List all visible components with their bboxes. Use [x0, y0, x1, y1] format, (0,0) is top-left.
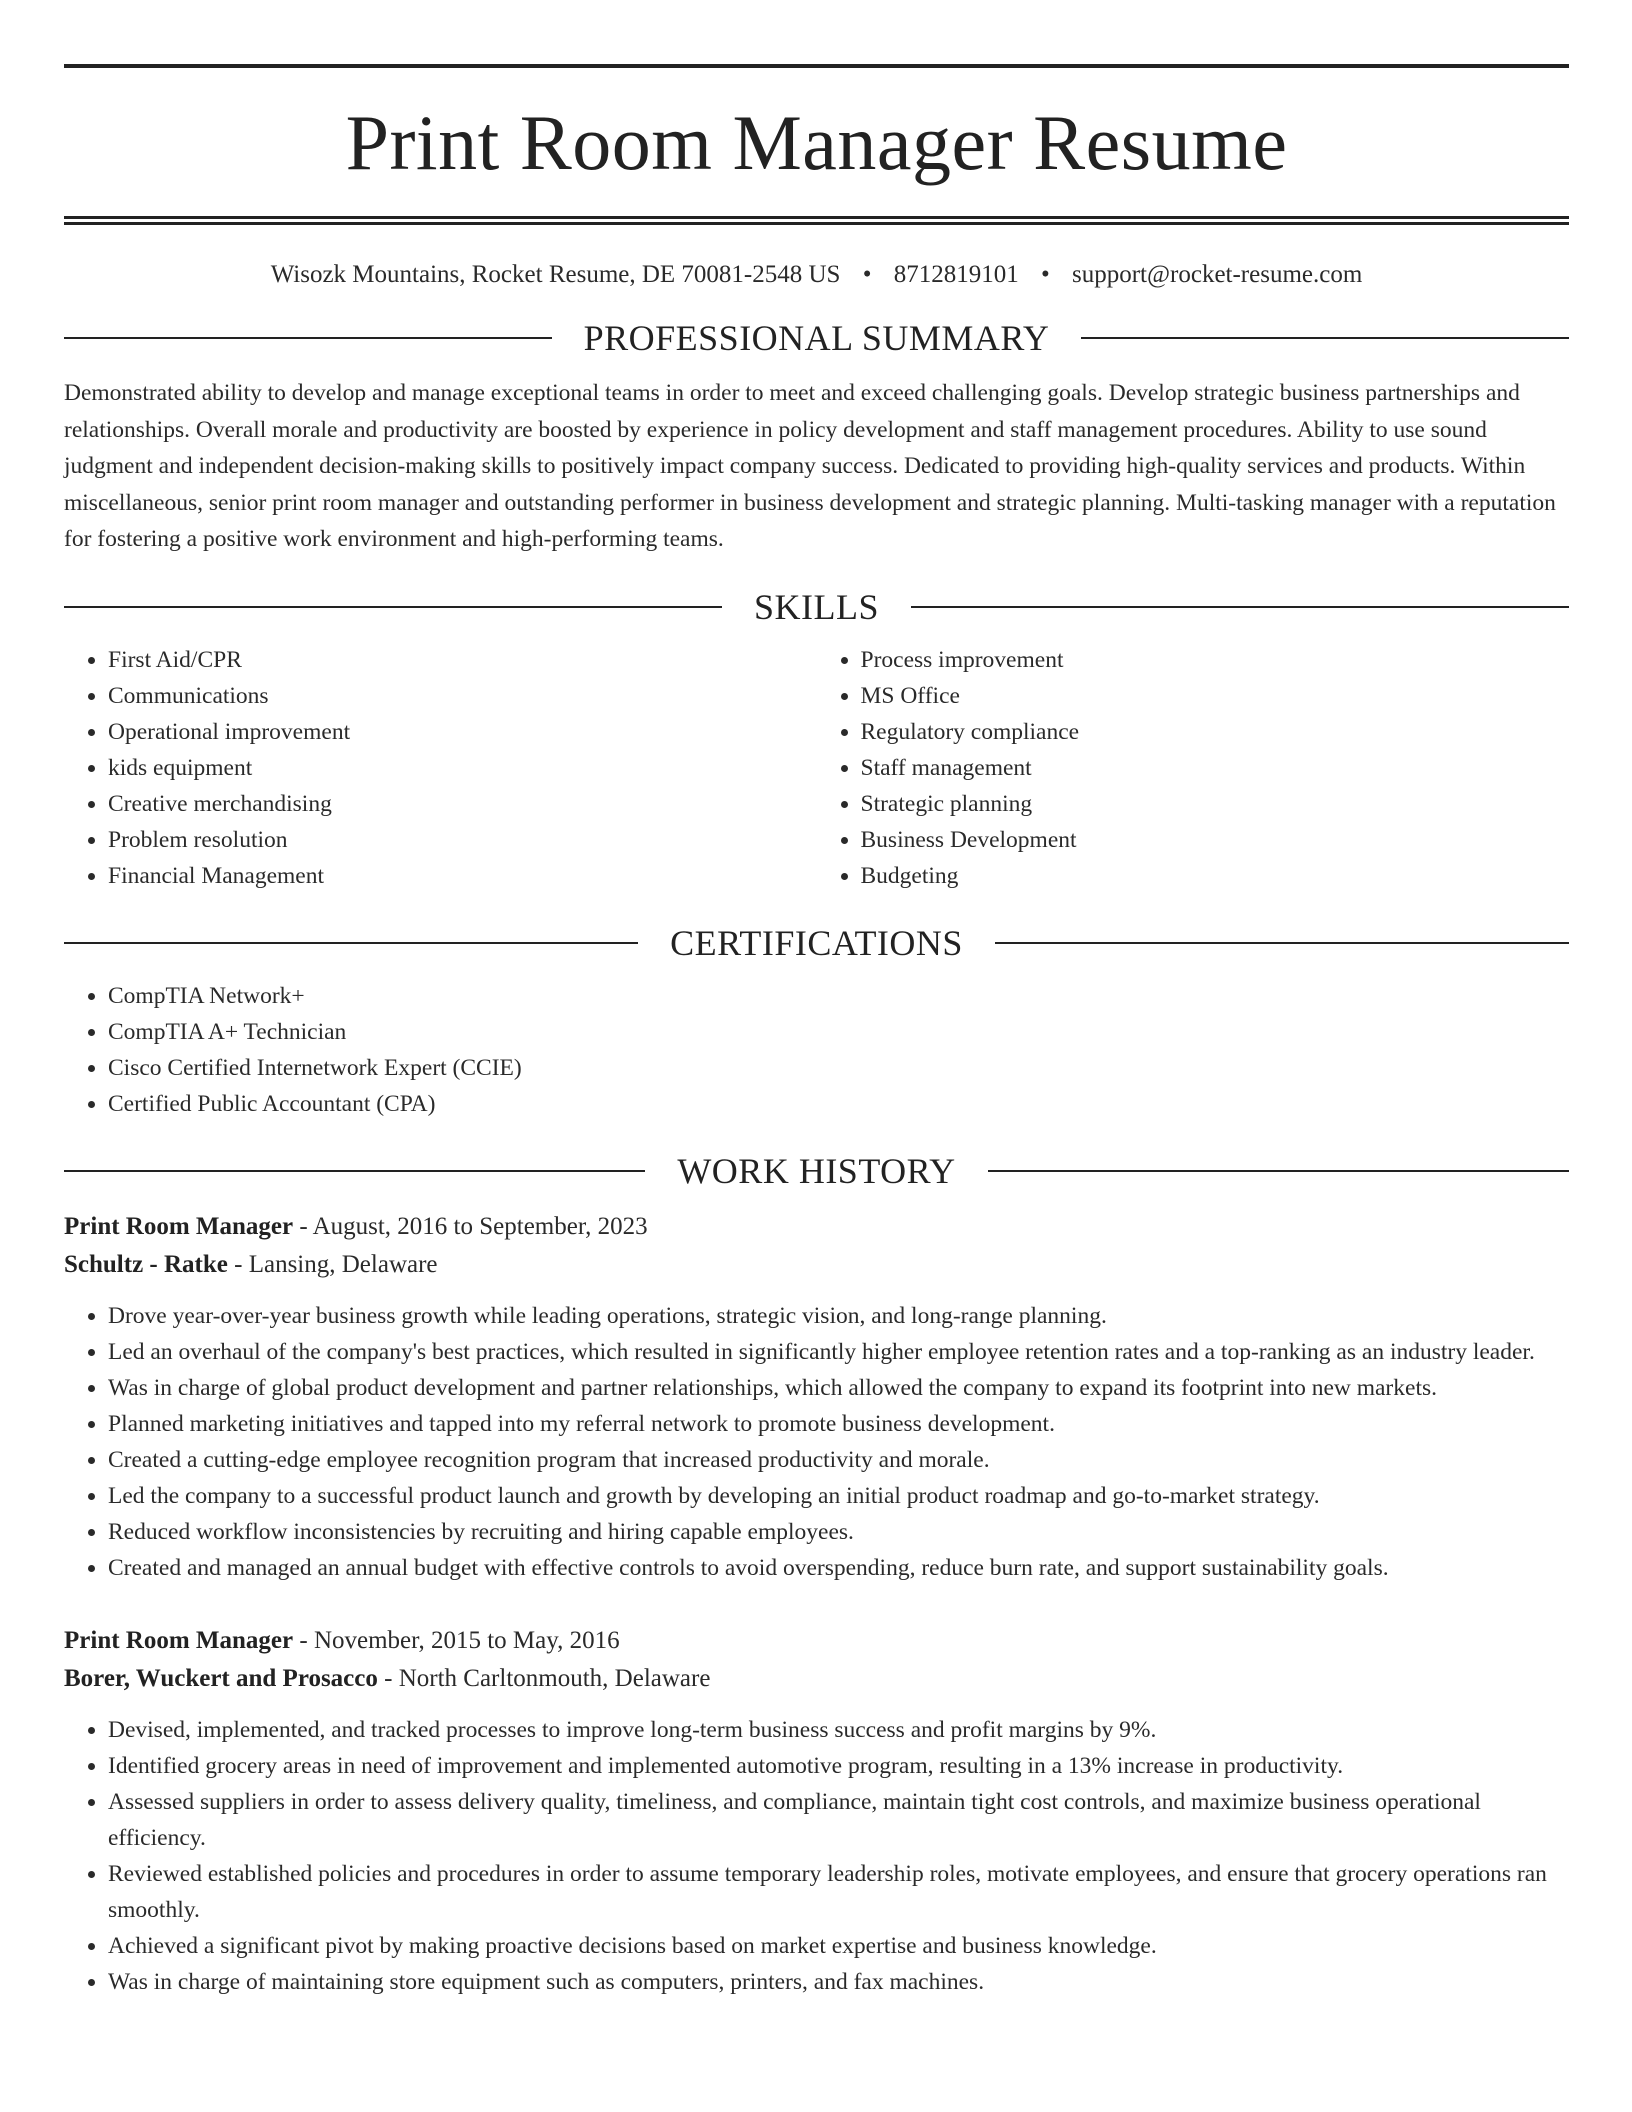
skill-item: • Creative merchandising	[108, 786, 817, 822]
section-title: PROFESSIONAL SUMMARY	[583, 318, 1050, 358]
section-rule	[64, 942, 638, 944]
skill-item: • MS Office	[861, 678, 1570, 714]
job-dates: - November, 2015 to May, 2016	[293, 1626, 620, 1654]
skill-item: • Process improvement	[861, 642, 1570, 678]
skill-item: • Financial Management	[108, 858, 817, 894]
job-title: Print Room Manager	[64, 1212, 294, 1240]
job-bullet: • Reviewed established policies and procedures in order to assume temporary leadership roles, motivate employees, and ensure that grocery operations ran smoothly.	[108, 1856, 1569, 1928]
contact-line	[64, 261, 1569, 289]
resume-page	[64, 64, 1569, 2000]
job-bullets	[64, 1298, 1569, 1586]
skill-item: • Problem resolution	[108, 822, 817, 858]
skills-column-left	[64, 642, 817, 894]
certification-item: • CompTIA A+ Technician	[108, 1014, 1569, 1050]
job-entry	[64, 1208, 1569, 1586]
job-bullet: • Was in charge of maintaining store equipment such as computers, printers, and fax machines.	[108, 1964, 1569, 2000]
section-rule	[911, 606, 1569, 608]
certification-item: • Certified Public Accountant (CPA)	[108, 1086, 1569, 1122]
job-company-line	[64, 1246, 1569, 1284]
section-header-summary	[64, 317, 1569, 359]
job-location: - North Carltonmouth, Delaware	[377, 1664, 711, 1692]
section-header-skills	[64, 586, 1569, 628]
job-entry	[64, 1622, 1569, 2000]
job-company: Schultz - Ratke	[64, 1250, 228, 1278]
section-title: CERTIFICATIONS	[670, 922, 963, 963]
skill-item: • Staff management	[861, 750, 1570, 786]
skills-list	[817, 642, 1570, 894]
resume-title: Print Room Manager Resume	[345, 99, 1288, 186]
certifications-block	[64, 978, 1569, 1122]
section-rule	[995, 942, 1569, 944]
job-company-line	[64, 1660, 1569, 1698]
section-header-certifications	[64, 922, 1569, 964]
section-title: WORK HISTORY	[677, 1150, 956, 1191]
job-bullet: • Drove year-over-year business growth while leading operations, strategic vision, and long-range planning.	[108, 1298, 1569, 1334]
job-bullet: • Led an overhaul of the company's best practices, which resulted in significantly higher employee retention rates and a top-ranking as an industry leader.	[108, 1334, 1569, 1370]
job-bullets	[64, 1712, 1569, 2000]
skill-item: • Operational improvement	[108, 714, 817, 750]
section-rule	[1081, 337, 1569, 339]
skill-item: • Budgeting	[861, 858, 1570, 894]
skill-item: • Regulatory compliance	[861, 714, 1570, 750]
job-dates: - August, 2016 to September, 2023	[293, 1212, 648, 1240]
job-bullet: • Achieved a significant pivot by making proactive decisions based on market expertise and business knowledge.	[108, 1928, 1569, 1964]
certification-item: • Cisco Certified Internetwork Expert (CCIE)	[108, 1050, 1569, 1086]
job-bullet: • Was in charge of global product development and partner relationships, which allowed the company to expand its footprint into new markets.	[108, 1370, 1569, 1406]
job-location: - Lansing, Delaware	[227, 1250, 438, 1278]
contact-email[interactable]: support@rocket-resume.com	[1072, 261, 1363, 288]
job-title: Print Room Manager	[64, 1626, 294, 1654]
section-rule	[64, 337, 552, 339]
title-double-rule	[64, 216, 1569, 225]
skills-columns	[64, 642, 1569, 894]
job-title-line	[64, 1208, 1569, 1246]
job-bullet: • Assessed suppliers in order to assess delivery quality, timeliness, and compliance, maintain tight cost controls, and maximize business operational efficiency.	[108, 1784, 1569, 1856]
contact-phone: 8712819101	[893, 261, 1019, 288]
certifications-list	[64, 978, 1569, 1122]
job-title-line	[64, 1622, 1569, 1660]
summary-paragraph: Demonstrated ability to develop and manage exceptional teams in order to meet and exceed challenging goals. Develop strategic business partnerships and relationships. Overall morale and productivity are boosted by experience in policy development and staff management procedures. Ability to use sound judgment and independent decision-making skills to positively impact company success. Dedicated to providing high-quality services and products. Within miscellaneous, senior print room manager and outstanding performer in business development and strategic planning. Multi-tasking manager with a reputation for fostering a positive work environment and high-performing teams.	[64, 380, 1556, 552]
job-bullet: • Planned marketing initiatives and tapped into my referral network to promote business development.	[108, 1406, 1569, 1442]
certification-item: • CompTIA Network+	[108, 978, 1569, 1014]
contact-address: Wisozk Mountains, Rocket Resume, DE 70081-2548 US	[270, 261, 841, 288]
job-bullet: • Led the company to a successful product launch and growth by developing an initial product roadmap and go-to-market strategy.	[108, 1478, 1569, 1514]
section-header-work-history	[64, 1150, 1569, 1192]
job-bullet: • Reduced workflow inconsistencies by recruiting and hiring capable employees.	[108, 1514, 1569, 1550]
job-bullet: • Created and managed an annual budget with effective controls to avoid overspending, reduce burn rate, and support sustainability goals.	[108, 1550, 1569, 1586]
section-title: SKILLS	[754, 586, 880, 627]
skill-item: • First Aid/CPR	[108, 642, 817, 678]
skill-item: • Communications	[108, 678, 817, 714]
top-rule	[64, 64, 1569, 68]
job-bullet: • Identified grocery areas in need of improvement and implemented automotive program, resulting in a 13% increase in productivity.	[108, 1748, 1569, 1784]
skill-item: • Business Development	[861, 822, 1570, 858]
skill-item: • Strategic planning	[861, 786, 1570, 822]
job-bullet: • Created a cutting-edge employee recognition program that increased productivity and morale.	[108, 1442, 1569, 1478]
section-rule	[64, 606, 722, 608]
contact-separator: •	[1040, 261, 1050, 288]
skill-item: • kids equipment	[108, 750, 817, 786]
job-company: Borer, Wuckert and Prosacco	[64, 1664, 378, 1692]
section-rule	[64, 1170, 645, 1172]
skills-list	[64, 642, 817, 894]
skills-column-right	[817, 642, 1570, 894]
contact-separator: •	[862, 261, 872, 288]
section-rule	[988, 1170, 1569, 1172]
job-bullet: • Devised, implemented, and tracked processes to improve long-term business success and profit margins by 9%.	[108, 1712, 1569, 1748]
